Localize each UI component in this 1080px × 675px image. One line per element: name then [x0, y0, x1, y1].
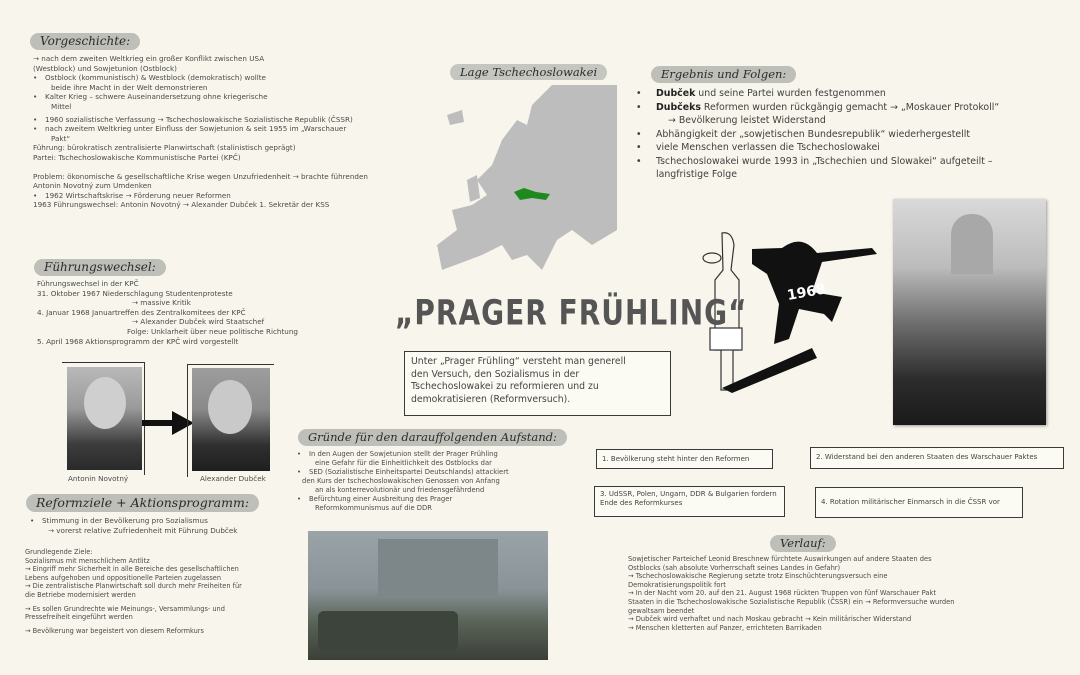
- text-line: Reformkommunismus auf die DDR: [315, 504, 432, 512]
- list-item: • Dubčeks Reformen wurden rückgängig gemacht → „Moskauer Protokoll“: [632, 101, 999, 115]
- text-line: Antonin Novotný zum Umdenken: [33, 181, 152, 191]
- heading-fuehrungswechsel: Führungswechsel:: [34, 259, 166, 276]
- text-line: Staaten in die Tschechoslowakische Sozialistische Republik (ČSSR) ein → Reformversuche wurden: [628, 597, 955, 606]
- bullet-item: • SED (Sozialistische Einheitspartei Deutschlands) attackiert: [297, 468, 509, 476]
- vorgeschichte-text: [33, 54, 368, 210]
- photo-prague-protest: [893, 199, 1046, 425]
- text-line: 5. April 1968 Aktionsprogramm der KPČ wird vorgestellt: [37, 336, 239, 346]
- text-line: die Betriebe modernisiert werden: [25, 590, 136, 599]
- text-line: → Bevölkerung war begeistert von diesem Reformkurs: [25, 626, 204, 635]
- heading-ergebnis: Ergebnis und Folgen:: [651, 66, 796, 83]
- text-line: Grundlegende Ziele:: [25, 548, 93, 556]
- photo-tanks-prague: [308, 531, 548, 660]
- text-line: → Tschechoslowakische Regierung setzte trotz Einschüchterungsversuch eine: [628, 572, 888, 581]
- text-line: eine Gefahr für die Einheitlichkeit des Ostblocks dar: [315, 459, 492, 467]
- heading-vorgeschichte: Vorgeschichte:: [30, 33, 140, 50]
- gruende-text: [297, 450, 509, 513]
- bullet-item: • In den Augen der Sowjetunion stellt der Prager Frühling: [297, 450, 498, 458]
- reformziele-text: [30, 516, 237, 535]
- heading-map: Lage Tschechoslowakei: [450, 64, 607, 81]
- text-line: → Dubček wird verhaftet und nach Moskau gebracht → Kein militärischer Widerstand: [628, 615, 912, 624]
- list-item: • Tschechoslowakei wurde 1993 in „Tschechien und Slowakei“ aufgeteilt –: [632, 155, 999, 169]
- verlauf-text: [628, 555, 955, 632]
- step-box-2: 2. Widerstand bei den anderen Staaten des Warschauer Paktes: [810, 447, 1064, 469]
- text-line: Demokratisierungspolitik fort: [628, 580, 726, 589]
- text-line: Partei: Tschechoslowakische Kommunistische Partei (KPČ): [33, 152, 241, 162]
- portrait-dubcek: [192, 368, 270, 471]
- step-box-1: 1. Bevölkerung steht hinter den Reformen: [596, 449, 773, 469]
- text-line: → Eingriff mehr Sicherheit in alle Bereiche des gesellschaftlichen: [25, 565, 239, 574]
- page-title: „PRAGER FRÜHLING“: [395, 291, 748, 334]
- text-line: langfristige Folge: [656, 169, 737, 180]
- text-line: den Kurs der tschechoslowakischen Genossen von Anfang: [302, 477, 500, 485]
- heading-verlauf: Verlauf:: [770, 535, 836, 552]
- text-line: → Menschen kletterten auf Panzer, errichteten Barrikaden: [628, 623, 822, 632]
- bullet-item: • Ostblock (kommunistisch) & Westblock (demokratisch) wollte: [33, 73, 266, 83]
- text-line: → nach dem zweiten Weltkrieg ein großer Konflikt zwischen USA: [33, 54, 265, 63]
- text-line: beide ihre Macht in der Welt demonstrieren: [51, 82, 208, 92]
- ergebnis-list: [632, 87, 999, 182]
- text-line: Pressefreiheit eingeführt werden: [25, 613, 133, 622]
- bullet-item: • 1962 Wirtschaftskrise → Förderung neuer Reformen: [33, 190, 231, 200]
- heading-gruende: Gründe für den darauffolgenden Aufstand:: [298, 429, 567, 446]
- text-line: → Alexander Dubček wird Staatschef: [132, 317, 265, 327]
- list-item: • Abhängigkeit der „sowjetischen Bundesrepublik“ wiederhergestellt: [632, 128, 999, 142]
- bullet-item: • nach zweitem Weltkrieg unter Einfluss der Sowjetunion & seit 1955 im „Warschauer: [33, 124, 347, 134]
- text-line: Führungswechsel in der KPČ: [37, 279, 139, 288]
- europe-map: [432, 80, 617, 275]
- bullet-item: • Stimmung in der Bevölkerung pro Sozialismus: [30, 516, 208, 525]
- text-line: → Die zentralistische Planwirtschaft soll durch mehr Freiheiten für: [25, 582, 242, 591]
- text-line: Pakt“: [51, 133, 71, 143]
- text-line: Sozialismus mit menschlichem Antlitz: [25, 556, 150, 565]
- text-line: Sowjetischer Parteichef Leonid Breschnew fürchtete Auswirkungen auf andere Staaten des: [628, 555, 932, 563]
- bullet-item: • Kalter Krieg – schwere Auseinandersetzung ohne kriegerische: [33, 92, 268, 102]
- heading-reformziele: Reformziele + Aktionsprogramm:: [26, 494, 259, 512]
- fuehrungswechsel-text: [37, 279, 298, 346]
- list-item: • Dubček und seine Partei wurden festgenommen: [632, 87, 999, 101]
- text-line: → Es sollen Grundrechte wie Meinungs-, Versammlungs- und: [25, 604, 225, 613]
- bullet-item: • 1960 sozialistische Verfassung → Tschechoslowakische Sozialistische Republik (ČSSR): [33, 114, 353, 124]
- text-line: → Bevölkerung leistet Widerstand: [668, 115, 826, 126]
- svg-text:1968: 1968: [785, 281, 828, 304]
- list-item: • viele Menschen verlassen die Tschechoslowakei: [632, 141, 999, 155]
- caption-novotny: Antonin Novotný: [68, 474, 129, 483]
- text-line: (Westblock) und Sowjetunion (Ostblock): [33, 63, 177, 73]
- text-line: Ostblocks (sah absolute Vorherrschaft seines Landes in Gefahr): [628, 563, 841, 572]
- text-line: Mittel: [51, 101, 72, 111]
- text-line: 31. Oktober 1967 Niederschlagung Studentenproteste: [37, 288, 233, 298]
- text-line: 1963 Führungswechsel: Antonin Novotný → Alexander Dubček 1. Sekretär der KSS: [33, 200, 330, 210]
- text-line: Lebens aufgehoben und oppositionelle Parteien zugelassen: [25, 573, 222, 582]
- step-box-4: 4. Rotation militärischer Einmarsch in die ČSSR vor: [815, 487, 1023, 518]
- text-line: an als konterrevolutionär und friedensgefährdend: [315, 486, 485, 494]
- text-line: → massive Kritik: [132, 298, 191, 308]
- bullet-item: • Befürchtung einer Ausbreitung des Prager: [297, 495, 453, 503]
- definition-box: Unter „Prager Frühling“ versteht man generell den Versuch, den Sozialismus in der Tschechoslowakei zu reformieren und zu demokratisieren (Reformversuch).: [404, 351, 671, 416]
- text-line: → vorerst relative Zufriedenheit mit Führung Dubček: [48, 525, 238, 535]
- text-line: Problem: ökonomische & gesellschaftliche Krise wegen Unzufriedenheit → brachte führenden: [33, 171, 368, 181]
- text-line: → In der Nacht vom 20. auf den 21. August 1968 rückten Truppen von fünf Warschauer Pakt: [628, 589, 936, 598]
- reformziele-ziele: [25, 548, 242, 635]
- portrait-novotny: [67, 367, 142, 470]
- text-line: Folge: Unklarheit über neue politische Richtung: [127, 326, 298, 336]
- text-line: Führung: bürokratisch zentralisierte Planwirtschaft (stalinistisch geprägt): [33, 143, 296, 153]
- text-line: 4. Januar 1968 Januartreffen des Zentralkomitees der KPČ: [37, 307, 246, 317]
- step-box-3: 3. UdSSR, Polen, Ungarn, DDR & Bulgarien fordern Ende des Reformkurses: [594, 486, 785, 517]
- text-line: gewaltsam beendet: [628, 606, 695, 615]
- caption-dubcek: Alexander Dubček: [200, 474, 266, 483]
